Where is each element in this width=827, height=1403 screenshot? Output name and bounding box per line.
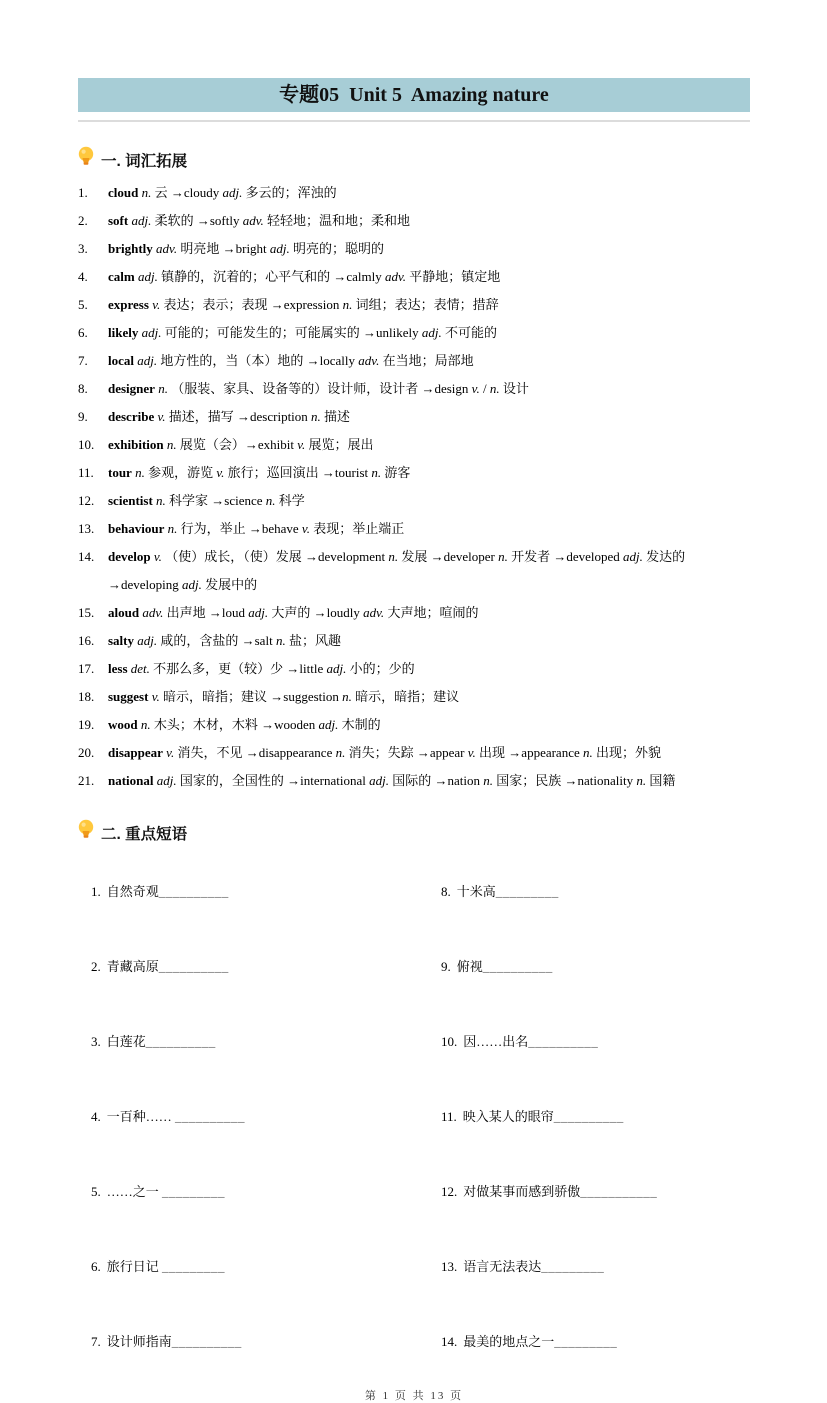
vocab-item xyxy=(78,739,750,767)
vocab-item xyxy=(78,767,750,795)
phrase-item-blank: __________ xyxy=(482,959,553,974)
phrase-item xyxy=(78,1304,428,1379)
vocab-item xyxy=(78,263,750,291)
phrase-item-blank: __________ xyxy=(158,959,229,974)
vocab-segment: 暗示，暗指；建议 xyxy=(355,689,460,704)
vocab-item-number: 20. xyxy=(78,745,95,760)
vocab-item-content xyxy=(108,263,750,291)
vocab-segment: 展览；展出 xyxy=(308,437,374,452)
vocab-segment: aloud xyxy=(108,605,140,620)
phrase-section-title: 二. 重点短语 xyxy=(101,825,188,843)
vocab-item-number: 3. xyxy=(78,241,88,256)
vocab-item-number: 5. xyxy=(78,297,88,312)
phrase-item xyxy=(78,1154,428,1229)
phrase-item xyxy=(78,854,428,929)
phrase-item-number: 8. xyxy=(441,884,451,899)
vocab-item-content xyxy=(108,683,750,711)
vocab-item xyxy=(78,627,750,655)
phrase-item-number: 10. xyxy=(441,1034,458,1049)
vocab-segment: adj. xyxy=(128,213,155,228)
phrase-item-label: 对做某事而感到骄傲 xyxy=(463,1184,581,1199)
vocab-segment: 轻轻地；温和地；柔和地 xyxy=(267,213,411,228)
vocab-segment: n. xyxy=(164,521,181,536)
vocab-segment: 发展中的 xyxy=(205,577,258,592)
phrase-item-label: 因……出名 xyxy=(463,1034,529,1049)
vocab-item-content xyxy=(108,515,750,543)
phrase-column-right xyxy=(428,854,750,1379)
vocab-segment: 发达的→developing xyxy=(108,549,686,592)
vocab-item-content xyxy=(108,179,750,207)
vocab-segment: 消失；失踪 →appear xyxy=(348,745,468,760)
vocab-segment: v. xyxy=(216,465,228,480)
vocab-segment: adj. xyxy=(269,241,294,256)
phrase-item-blank: __________ xyxy=(553,1109,624,1124)
vocab-segment: n. xyxy=(275,633,289,648)
vocab-segment: 国际的 →nation xyxy=(392,773,484,788)
vocab-segment: n. xyxy=(163,437,180,452)
phrase-item-label: 俯视 xyxy=(456,959,483,974)
vocab-segment: adj. xyxy=(369,773,393,788)
vocab-segment: n. xyxy=(342,689,356,704)
vocab-item xyxy=(78,431,750,459)
phrase-section-heading xyxy=(78,819,750,846)
vocab-segment: salty xyxy=(108,633,134,648)
vocab-segment: adj. xyxy=(134,633,161,648)
vocab-segment: behaviour xyxy=(108,521,165,536)
phrase-item-blank: ___________ xyxy=(580,1184,658,1199)
vocab-segment: v. xyxy=(148,297,164,312)
vocab-item-number: 1. xyxy=(78,185,88,200)
vocab-segment: v. xyxy=(148,689,164,704)
vocab-segment: 设计 xyxy=(502,381,529,396)
vocab-segment: 科学家 →science xyxy=(169,493,266,508)
vocab-segment: n. xyxy=(489,381,503,396)
phrase-item xyxy=(78,1079,428,1154)
vocab-segment: 行为，举止 →behave xyxy=(180,521,302,536)
phrase-item-number: 9. xyxy=(441,959,451,974)
vocab-segment: adj. xyxy=(421,325,445,340)
vocab-item xyxy=(78,599,750,627)
vocab-item-content xyxy=(108,655,750,683)
phrase-item-number: 4. xyxy=(91,1109,101,1124)
vocab-segment: tour xyxy=(108,465,132,480)
vocab-segment: adj. xyxy=(134,269,162,284)
vocab-item xyxy=(78,683,750,711)
vocab-item-content xyxy=(108,711,750,739)
vocab-segment: v. xyxy=(301,521,314,536)
vocab-segment: 盐；风趣 xyxy=(288,633,341,648)
vocab-segment: likely xyxy=(108,325,139,340)
vocab-segment: 国家；民族 →nationality xyxy=(496,773,637,788)
lightbulb-icon xyxy=(78,146,94,173)
vocab-segment: 明亮的；聪明的 xyxy=(293,241,385,256)
vocab-segment: 平静地；镇定地 xyxy=(409,269,501,284)
phrase-item-blank: _________ xyxy=(495,884,559,899)
vocab-segment: adj. xyxy=(153,773,180,788)
phrase-item-blank: __________ xyxy=(145,1034,216,1049)
phrase-item xyxy=(428,929,750,1004)
vocab-segment: designer xyxy=(108,381,155,396)
vocab-segment: 描述 xyxy=(324,409,351,424)
vocab-segment: soft xyxy=(108,213,129,228)
phrase-item-blank: __________ xyxy=(175,1109,246,1124)
vocab-item-content xyxy=(108,235,750,263)
vocab-segment: adv. xyxy=(358,353,383,368)
phrase-item-number: 7. xyxy=(91,1334,101,1349)
page-title: 专题05 Unit 5 Amazing nature xyxy=(78,78,750,112)
phrase-item xyxy=(428,1304,750,1379)
vocab-segment: 地方性的，当（本）地的 →locally xyxy=(160,353,359,368)
vocab-segment: （服装、家具、设备等的）设计师，设计者 →design xyxy=(171,381,472,396)
vocab-segment: adv. xyxy=(363,605,388,620)
vocab-segment: 柔软的 →softly xyxy=(154,213,243,228)
phrase-item xyxy=(428,1229,750,1304)
vocab-item-content xyxy=(108,487,750,515)
vocab-segment: v. xyxy=(154,409,169,424)
vocab-segment: 木制的 xyxy=(341,717,381,732)
vocab-item-content xyxy=(108,403,750,431)
vocab-segment: 小的；少的 xyxy=(349,661,415,676)
vocab-segment: national xyxy=(108,773,154,788)
phrase-item-label: 青藏高原 xyxy=(106,959,159,974)
vocab-segment: less xyxy=(108,661,128,676)
vocab-segment: adj. xyxy=(222,185,246,200)
vocab-segment: 国籍 xyxy=(649,773,676,788)
phrase-item xyxy=(78,1229,428,1304)
phrase-item-label: 自然奇观 xyxy=(106,884,159,899)
vocab-item-content xyxy=(108,431,750,459)
phrase-item xyxy=(78,1004,428,1079)
vocab-segment: adv. xyxy=(384,269,410,284)
vocab-segment: local xyxy=(108,353,134,368)
phrase-item-number: 14. xyxy=(441,1334,458,1349)
vocab-segment: cloud xyxy=(108,185,139,200)
vocab-segment: 科学 xyxy=(278,493,305,508)
vocab-item-number: 21. xyxy=(78,773,95,788)
vocab-segment: n. xyxy=(498,549,512,564)
vocab-segment: 词组；表达；表情；措辞 xyxy=(355,297,499,312)
vocab-segment: n. xyxy=(265,493,279,508)
phrase-item-label: 旅行日记 xyxy=(106,1259,163,1274)
vocab-item xyxy=(78,655,750,683)
vocab-segment: adj. xyxy=(138,325,165,340)
vocab-item-content xyxy=(108,319,750,347)
vocab-segment: n. xyxy=(131,465,149,480)
vocab-segment: 出声地 →loud xyxy=(166,605,249,620)
worksheet-page xyxy=(78,78,750,1403)
vocab-item xyxy=(78,459,750,487)
vocab-segment: 镇静的，沉着的；心平气和的 →calmly xyxy=(161,269,385,284)
vocab-item-content xyxy=(108,543,750,599)
vocab-section-heading xyxy=(78,146,750,173)
vocab-segment: calm xyxy=(108,269,135,284)
phrase-item-blank: _________ xyxy=(554,1334,618,1349)
vocab-segment: 表达；表示；表现 →expression xyxy=(163,297,343,312)
vocab-segment: n. xyxy=(483,773,497,788)
vocab-segment: / xyxy=(482,381,490,396)
vocab-segment: n. xyxy=(154,381,172,396)
phrase-columns xyxy=(78,854,750,1379)
vocab-segment: 可能的；可能发生的；可能属实的 →unlikely xyxy=(164,325,422,340)
vocab-segment: 展览（会）→exhibit xyxy=(179,437,298,452)
phrase-item-label: 语言无法表达 xyxy=(463,1259,542,1274)
vocab-segment: 参观，游览 xyxy=(148,465,217,480)
phrase-item xyxy=(428,1079,750,1154)
vocab-segment: n. xyxy=(371,465,385,480)
vocab-segment: suggest xyxy=(108,689,149,704)
phrase-item-blank: _________ xyxy=(541,1259,605,1274)
vocab-segment: （使）成长，（使）发展 →development xyxy=(165,549,389,564)
vocab-item xyxy=(78,319,750,347)
vocab-segment: describe xyxy=(108,409,155,424)
vocab-segment: brightly xyxy=(108,241,153,256)
vocab-item-content xyxy=(108,767,750,795)
vocab-segment: exhibition xyxy=(108,437,164,452)
vocab-item-content xyxy=(108,599,750,627)
vocab-item-content xyxy=(108,627,750,655)
phrase-item xyxy=(78,929,428,1004)
phrase-item-number: 12. xyxy=(441,1184,458,1199)
vocab-segment: adv. xyxy=(152,241,181,256)
vocab-item xyxy=(78,291,750,319)
vocab-item-number: 7. xyxy=(78,353,88,368)
phrase-item-label: 一百种…… xyxy=(106,1109,176,1124)
vocab-item-number: 13. xyxy=(78,521,95,536)
phrase-item xyxy=(428,1154,750,1229)
vocab-segment: 表现；举止端正 xyxy=(313,521,405,536)
vocab-segment: 大声地；喧闹的 xyxy=(387,605,479,620)
vocab-segment: develop xyxy=(108,549,151,564)
vocab-segment: 开发者 →developed xyxy=(511,549,624,564)
vocab-segment: v. xyxy=(150,549,166,564)
phrase-item-blank: __________ xyxy=(171,1334,242,1349)
vocab-segment: express xyxy=(108,297,149,312)
vocab-segment: 国家的，全国性的 →international xyxy=(179,773,370,788)
vocab-item-number: 12. xyxy=(78,493,95,508)
vocab-item-number: 19. xyxy=(78,717,95,732)
vocab-item-number: 6. xyxy=(78,325,88,340)
vocab-item-number: 8. xyxy=(78,381,88,396)
vocab-segment: n. xyxy=(335,745,349,760)
vocab-segment: adv. xyxy=(139,605,167,620)
vocab-segment: 木头；木材，木料 →wooden xyxy=(153,717,319,732)
vocab-item-number: 17. xyxy=(78,661,95,676)
phrase-item-number: 2. xyxy=(91,959,101,974)
vocab-segment: 咸的，含盐的 →salt xyxy=(160,633,276,648)
phrase-item-label: 映入某人的眼帘 xyxy=(462,1109,554,1124)
vocab-segment: v. xyxy=(471,381,483,396)
vocab-segment: adj. xyxy=(248,605,272,620)
vocab-segment: wood xyxy=(108,717,138,732)
vocab-segment: 多云的；浑浊的 xyxy=(245,185,337,200)
phrase-item-number: 5. xyxy=(91,1184,101,1199)
vocab-segment: disappear xyxy=(108,745,163,760)
vocab-item-content xyxy=(108,459,750,487)
vocab-segment: 暗示，暗指；建议 →suggestion xyxy=(163,689,343,704)
vocab-segment: n. xyxy=(342,297,356,312)
vocab-item xyxy=(78,207,750,235)
vocab-item xyxy=(78,543,750,599)
vocab-segment: 旅行；巡回演出 →tourist xyxy=(227,465,372,480)
vocab-segment: 在当地；局部地 xyxy=(382,353,474,368)
vocab-item-number: 18. xyxy=(78,689,95,704)
vocab-segment: v. xyxy=(297,437,309,452)
phrase-item xyxy=(428,1004,750,1079)
vocab-segment: n. xyxy=(311,409,325,424)
phrase-item-number: 11. xyxy=(441,1109,457,1124)
vocab-item-content xyxy=(108,347,750,375)
vocab-list xyxy=(78,179,750,795)
phrase-item-label: ……之一 xyxy=(106,1184,163,1199)
vocab-segment: adj. xyxy=(623,549,647,564)
phrase-item-blank: _________ xyxy=(162,1259,226,1274)
phrase-item-label: 最美的地点之一 xyxy=(463,1334,555,1349)
vocab-segment: 出现 →appearance xyxy=(479,745,583,760)
vocab-section-title: 一. 词汇拓展 xyxy=(101,152,188,170)
vocab-item xyxy=(78,403,750,431)
phrase-item-number: 13. xyxy=(441,1259,458,1274)
vocab-item-number: 9. xyxy=(78,409,88,424)
vocab-item xyxy=(78,711,750,739)
vocab-segment: adj. xyxy=(134,353,161,368)
vocab-item-number: 4. xyxy=(78,269,88,284)
vocab-item-number: 15. xyxy=(78,605,95,620)
vocab-item-content xyxy=(108,291,750,319)
vocab-item-number: 10. xyxy=(78,437,95,452)
phrase-item-blank: __________ xyxy=(158,884,229,899)
phrase-item-label: 设计师指南 xyxy=(106,1334,172,1349)
vocab-segment: n. xyxy=(152,493,170,508)
phrase-item-number: 6. xyxy=(91,1259,101,1274)
vocab-segment: n. xyxy=(583,745,596,760)
vocab-segment: 出现；外貌 xyxy=(596,745,662,760)
vocab-segment: 消失，不见 →disappearance xyxy=(177,745,336,760)
vocab-segment: 明亮地 →bright xyxy=(180,241,270,256)
vocab-item xyxy=(78,487,750,515)
vocab-item xyxy=(78,235,750,263)
vocab-item-content xyxy=(108,375,750,403)
vocab-segment: n. xyxy=(138,185,155,200)
vocab-item-number: 11. xyxy=(78,465,94,480)
phrase-item-label: 十米高 xyxy=(456,884,496,899)
vocab-item-number: 16. xyxy=(78,633,95,648)
vocab-segment: adv. xyxy=(242,213,268,228)
vocab-item xyxy=(78,515,750,543)
page-number-footer: 第 1 页 共 13 页 xyxy=(364,1390,464,1402)
lightbulb-icon xyxy=(78,819,94,846)
vocab-segment: n. xyxy=(137,717,154,732)
vocab-segment: adj. xyxy=(318,717,342,732)
divider xyxy=(78,120,750,122)
vocab-segment: adj. xyxy=(326,661,350,676)
vocab-item xyxy=(78,179,750,207)
vocab-item-content xyxy=(108,739,750,767)
vocab-segment: scientist xyxy=(108,493,153,508)
phrase-item-blank: __________ xyxy=(528,1034,599,1049)
vocab-segment: n. xyxy=(388,549,402,564)
vocab-item xyxy=(78,375,750,403)
vocab-item-number: 2. xyxy=(78,213,88,228)
vocab-segment: v. xyxy=(162,745,178,760)
vocab-segment: v. xyxy=(467,745,480,760)
vocab-segment: 大声的 →loudly xyxy=(271,605,364,620)
vocab-item xyxy=(78,347,750,375)
phrase-item xyxy=(428,854,750,929)
vocab-segment: det. xyxy=(127,661,154,676)
phrase-item-number: 3. xyxy=(91,1034,101,1049)
vocab-segment: 不那么多，更（较）少 →little xyxy=(153,661,327,676)
phrase-item-number: 1. xyxy=(91,884,101,899)
vocab-item-content xyxy=(108,207,750,235)
vocab-item-number: 14. xyxy=(78,549,95,564)
phrase-item-label: 白莲花 xyxy=(106,1034,146,1049)
vocab-segment: 描述，描写 →description xyxy=(168,409,312,424)
vocab-segment: adj. xyxy=(182,577,206,592)
vocab-segment: 发展 →developer xyxy=(401,549,499,564)
vocab-segment: n. xyxy=(636,773,650,788)
vocab-segment: 云 →cloudy xyxy=(154,185,223,200)
vocab-segment: 游客 xyxy=(384,465,411,480)
phrase-column-left xyxy=(78,854,428,1379)
phrase-item-blank: _________ xyxy=(162,1184,226,1199)
vocab-segment: 不可能的 xyxy=(444,325,497,340)
